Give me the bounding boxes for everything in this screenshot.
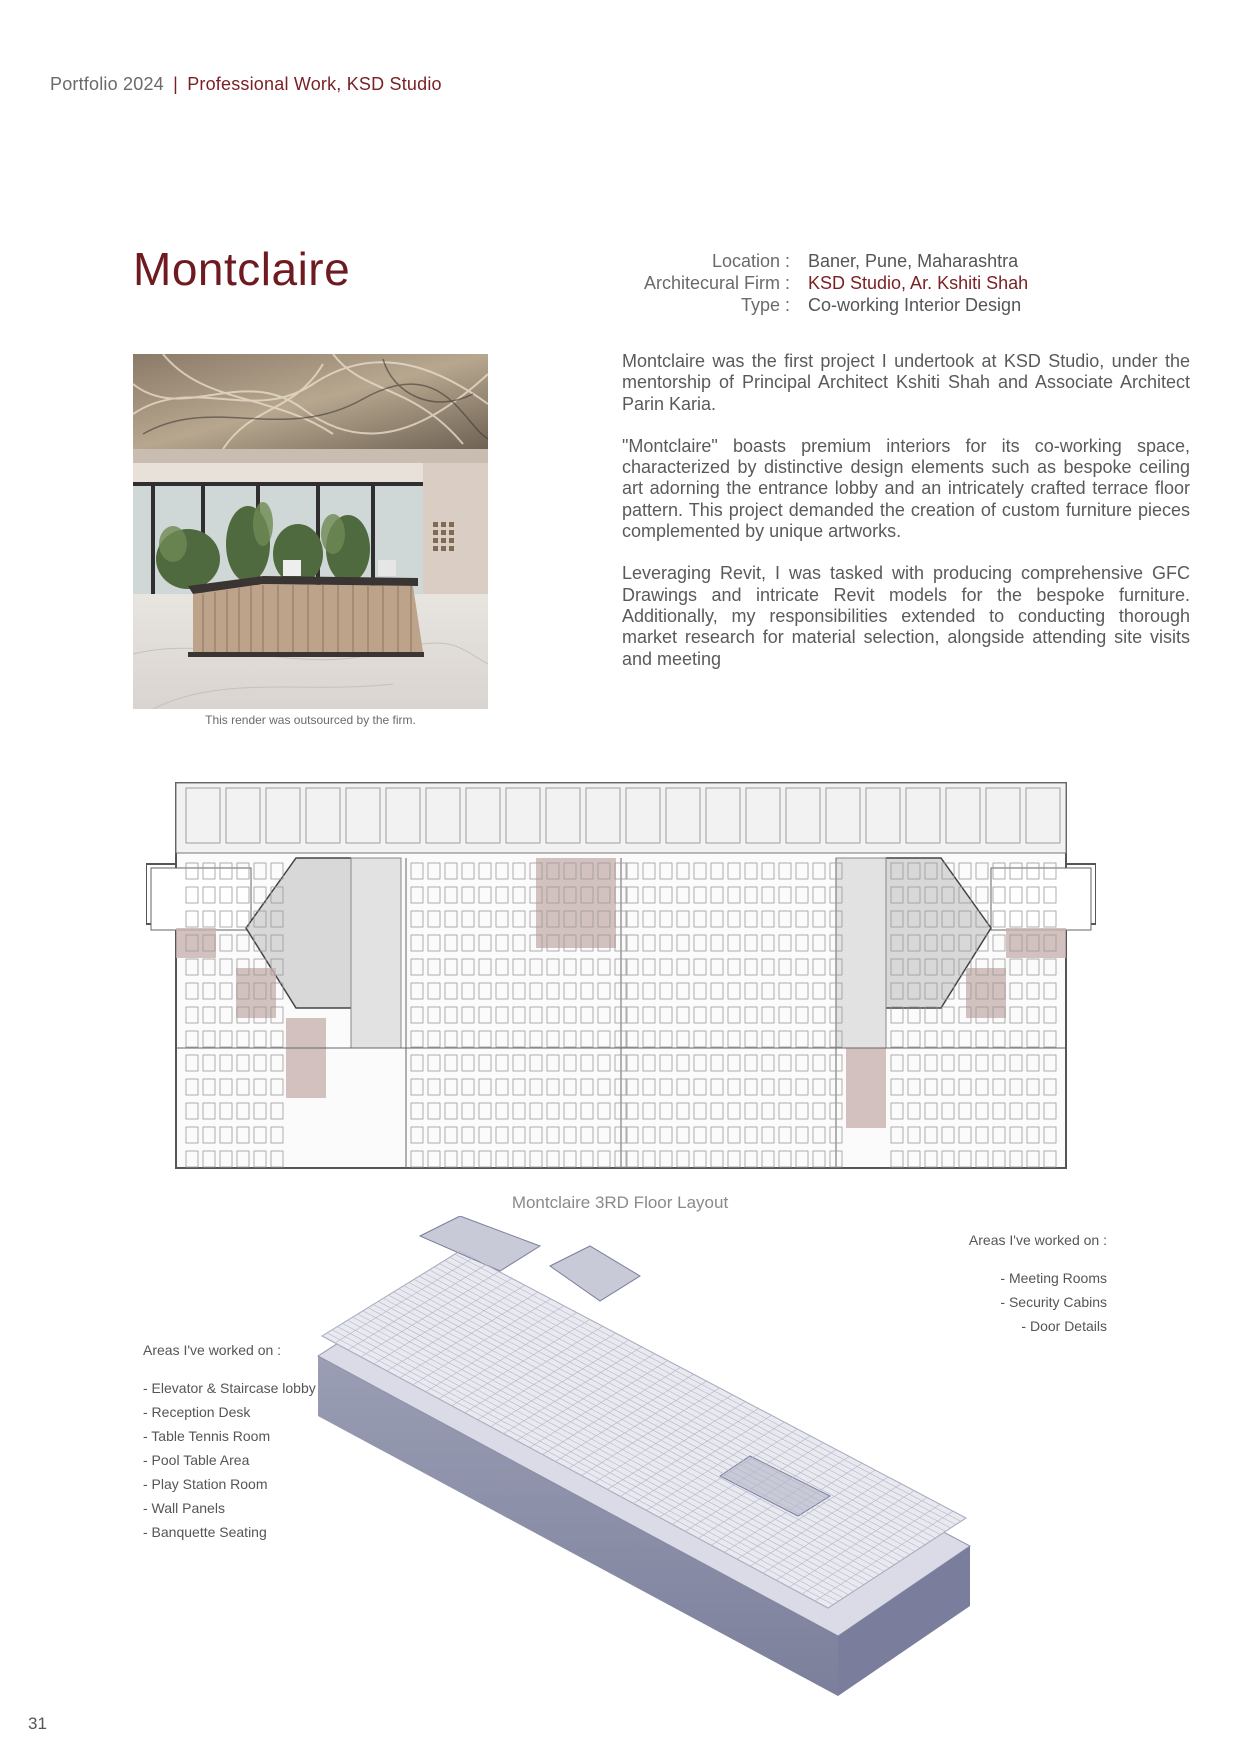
description-paragraph: Leveraging Revit, I was tasked with producing comprehensive GFC Drawings and intricate Revit models for the bespoke furniture. Additionally, my responsibilities extended to conducting thorough market research for material selection, alongside attending site visits and meeting	[622, 563, 1190, 669]
render-caption: This render was outsourced by the firm.	[205, 713, 416, 727]
portfolio-label: Portfolio 2024	[50, 74, 164, 94]
description-paragraph: "Montclaire" boasts premium interiors for its co-working space, characterized by distinctive design elements such as bespoke ceiling art adorning the entrance lobby and an intricately crafted terrace floor pattern. This project demanded the creation of custom furniture pieces complemented by unique artworks.	[622, 435, 1190, 542]
info-label: Type :	[740, 295, 790, 315]
project-description	[622, 351, 1190, 691]
area-item: - Reception Desk	[143, 1404, 251, 1420]
page-number: 31	[28, 1714, 47, 1733]
info-row-type	[600, 294, 1070, 316]
project-title: Montclaire	[133, 243, 351, 295]
area-item: - Elevator & Staircase lobby	[143, 1380, 316, 1396]
project-info	[600, 250, 1070, 316]
area-item: - Play Station Room	[143, 1476, 268, 1492]
header-separator: |	[173, 74, 178, 94]
area-item: - Banquette Seating	[143, 1524, 267, 1540]
section-label: Professional Work, KSD Studio	[187, 74, 442, 94]
area-item: - Security Cabins	[1000, 1294, 1107, 1310]
description-paragraph: Montclaire was the first project I undertook at KSD Studio, under the mentorship of Principal Architect Kshiti Shah and Associate Architect Parin Karia.	[622, 351, 1190, 414]
area-item: - Wall Panels	[143, 1500, 225, 1516]
area-item: - Pool Table Area	[143, 1452, 250, 1468]
info-row-location	[600, 250, 1070, 272]
info-row-firm	[600, 272, 1070, 294]
info-label: Architecural Firm :	[643, 273, 790, 293]
page-header	[50, 74, 442, 95]
areas-heading: Areas I've worked on :	[968, 1232, 1107, 1248]
floor-plan-drawing	[146, 778, 1096, 1174]
info-value: KSD Studio, Ar. Kshiti Shah	[808, 273, 1029, 293]
reception-render-image	[133, 354, 488, 709]
info-label: Location :	[711, 251, 790, 271]
info-value: Baner, Pune, Maharashtra	[808, 251, 1019, 271]
areas-heading: Areas I've worked on :	[143, 1342, 282, 1358]
area-item: - Meeting Rooms	[1000, 1270, 1107, 1286]
area-item: - Door Details	[1021, 1318, 1107, 1334]
areas-worked-right	[850, 1228, 1107, 1338]
floor-plan-caption: Montclaire 3RD Floor Layout	[511, 1193, 729, 1212]
area-item: - Table Tennis Room	[143, 1428, 271, 1444]
areas-worked-left	[143, 1338, 403, 1544]
info-value: Co-working Interior Design	[808, 295, 1022, 315]
